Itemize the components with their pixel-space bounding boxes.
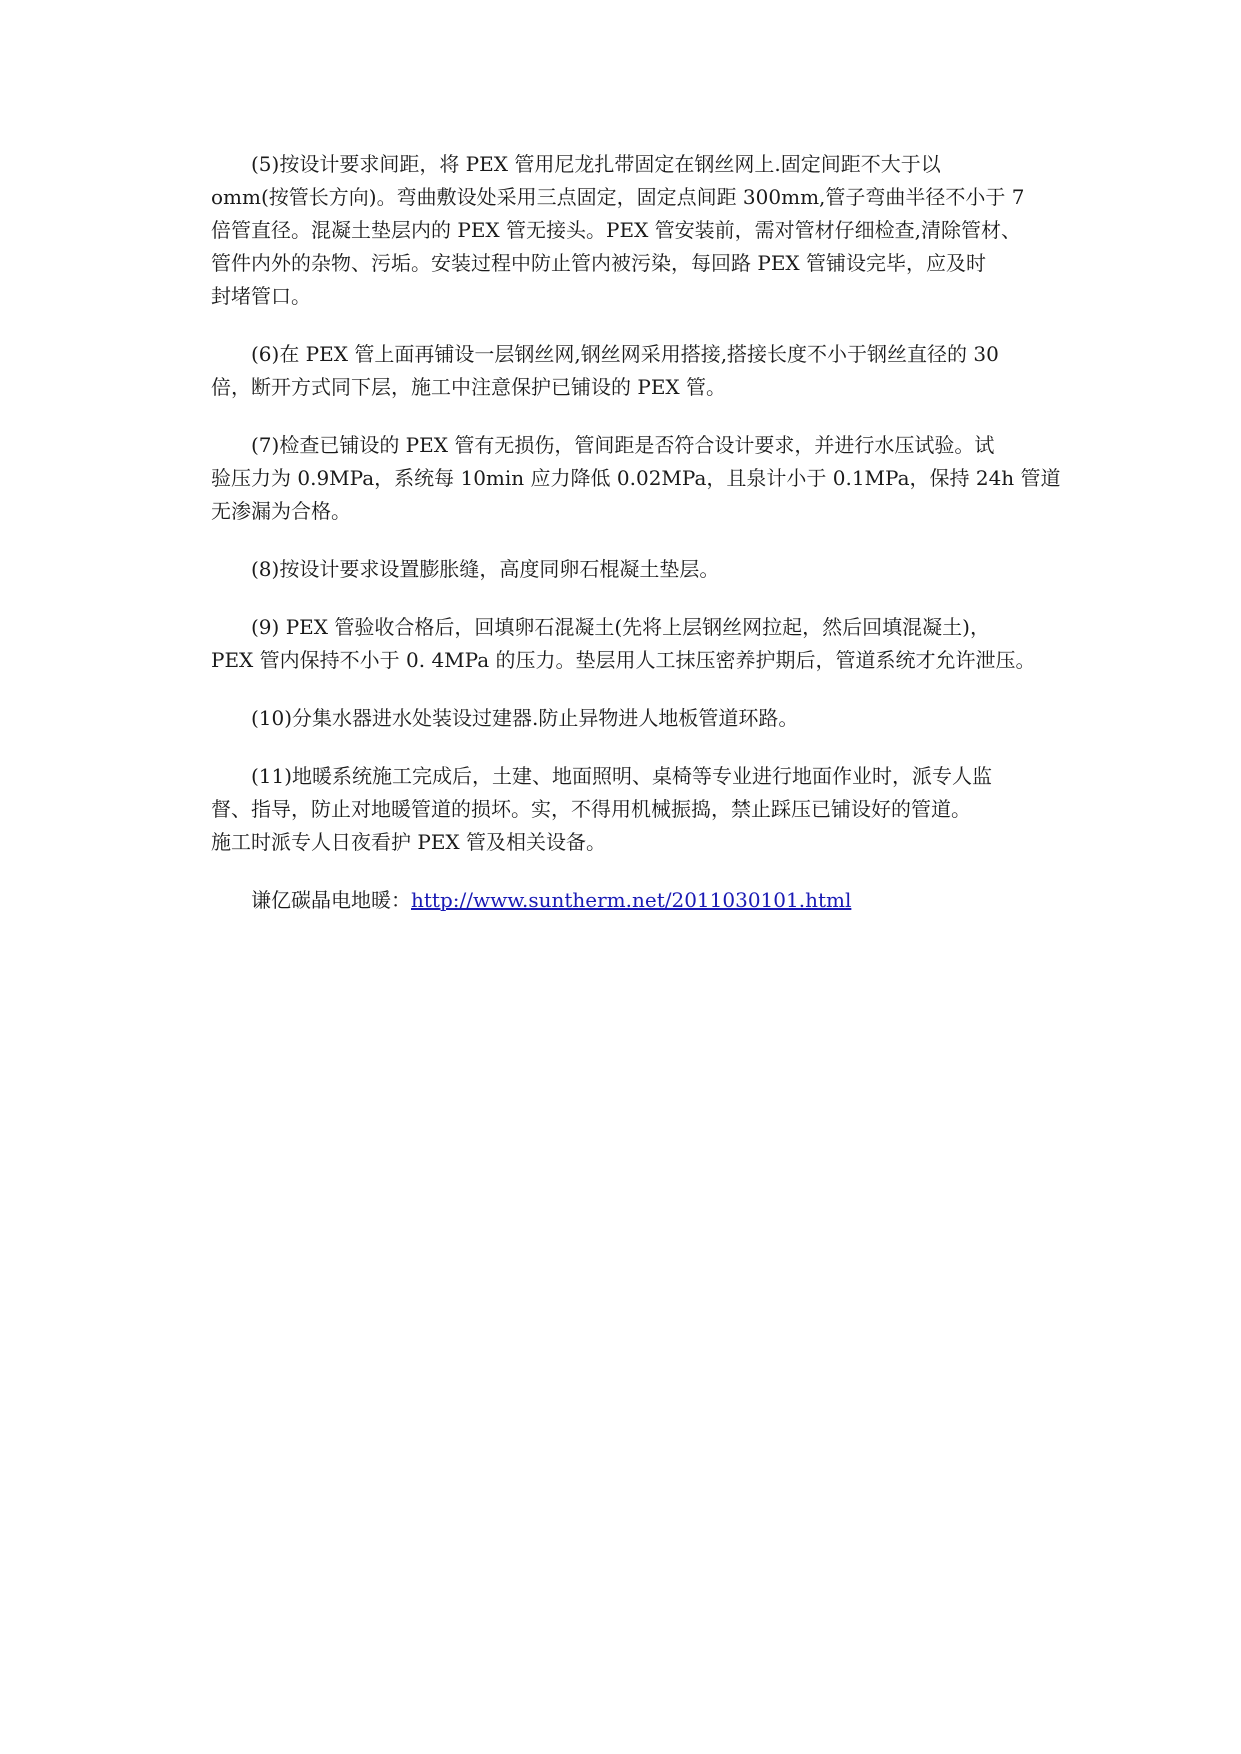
paragraph	[211, 429, 1061, 528]
paragraph	[211, 338, 1061, 404]
paragraph-line: (5)按设计要求间距，将 PEX 管用尼龙扎带固定在钢丝网上.固定间距不大于以	[251, 152, 941, 176]
paragraph-line: (11)地暖系统施工完成后，土建、地面照明、桌椅等专业进行地面作业时，派专人监	[251, 764, 993, 788]
paragraph	[211, 702, 1061, 735]
paragraph-line: 督、指导，防止对地暖管道的损坏。实，不得用机械振捣，禁止踩压已铺设好的管道。	[211, 797, 971, 821]
paragraph	[211, 553, 1061, 586]
paragraph-line: 倍管直径。混凝土垫层内的 PEX 管无接头。PEX 管安装前，需对管材仔细检查,清除管材、	[211, 218, 1022, 242]
paragraph-line: 倍，断开方式同下层，施工中注意保护已铺设的 PEX 管。	[211, 375, 727, 399]
paragraph-line: 封堵管口。	[211, 284, 311, 308]
document-page	[211, 148, 1061, 917]
paragraph	[211, 148, 1061, 313]
paragraph-line: 管件内外的杂物、污垢。安装过程中防止管内被污染，每回路 PEX 管铺设完毕，应及时	[211, 251, 987, 275]
document-body	[211, 148, 1061, 859]
paragraph	[211, 760, 1061, 859]
paragraph-line: (8)按设计要求设置膨胀缝，高度同卵石棍凝土垫层。	[251, 557, 720, 581]
paragraph-line: (9) PEX 管验收合格后，回填卵石混凝土(先将上层钢丝网拉起，然后回填混凝土)，	[251, 615, 990, 639]
paragraph-line: omm(按管长方向)。弯曲敷设处采用三点固定，固定点间距 300mm,管子弯曲半径不小于 7	[211, 185, 1025, 209]
paragraph-line: 施工时派专人日夜看护 PEX 管及相关设备。	[211, 830, 607, 854]
paragraph-line: (6)在 PEX 管上面再铺设一层钢丝网,钢丝网采用搭接,搭接长度不小于钢丝直径的 30	[251, 342, 999, 366]
footer-label: 谦亿碳晶电地暖：	[251, 888, 411, 912]
paragraph-line: (10)分集水器进水处装设过建器.防止异物进人地板管道环路。	[251, 706, 799, 730]
paragraph-line: 无渗漏为合格。	[211, 499, 351, 523]
paragraph-line: 验压力为 0.9MPa，系统每 10min 应力降低 0.02MPa，且泉计小于 0.1MPa，保持 24h 管道	[211, 466, 1061, 490]
paragraph-line: (7)检查已铺设的 PEX 管有无损伤，管间距是否符合设计要求，并进行水压试验。试	[251, 433, 995, 457]
paragraph-line: PEX 管内保持不小于 0. 4MPa 的压力。垫层用人工抹压密养护期后，管道系统才允许泄压。	[211, 648, 1036, 672]
paragraph	[211, 611, 1061, 677]
footer-link-line	[211, 884, 1061, 917]
footer-link[interactable]: http://www.suntherm.net/2011030101.html	[411, 888, 852, 912]
